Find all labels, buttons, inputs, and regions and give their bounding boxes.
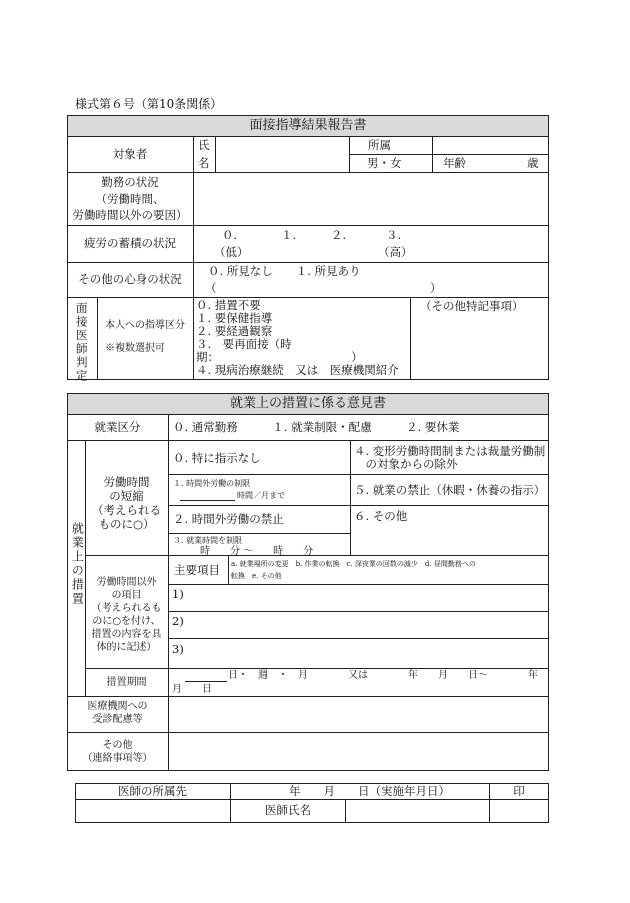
period-blank[interactable] xyxy=(185,681,227,682)
doctor-affiliation-label: 医師の所属先 xyxy=(118,784,187,798)
other-items-label-2: の項目 xyxy=(111,590,142,601)
date-label[interactable]: 年 月 日（実施年月日） xyxy=(289,784,450,798)
category-label: 就業区分 xyxy=(94,420,141,434)
report-title: 面接指導結果報告書 xyxy=(249,118,367,133)
affiliation-label: 所属 xyxy=(368,138,391,152)
other-items-label-3: （考えられるも xyxy=(91,603,162,614)
reduction-label-2: の短縮 xyxy=(109,489,144,503)
guidance-item-4[interactable]: ４. 現病治療継続 又は 医療機関紹介 xyxy=(196,363,399,377)
guidance-item-2[interactable]: ２. 要経過観察 xyxy=(196,324,273,338)
subject-label: 対象者 xyxy=(112,147,148,161)
option-2[interactable]: ２. 時間外労働の禁止 xyxy=(173,512,284,526)
affiliation-field[interactable] xyxy=(434,138,547,153)
main-items-desc-2: 転換 e. その他 xyxy=(231,572,282,580)
option-1-unit: 時間／月まで xyxy=(237,491,285,500)
name-field[interactable] xyxy=(218,140,346,168)
name-label-bottom: 名 xyxy=(198,156,210,170)
paren-open: （ xyxy=(205,281,217,295)
guidance-item-1[interactable]: １. 要保健指導 xyxy=(196,311,273,325)
other-notes-label-1: その他 xyxy=(102,740,133,751)
guidance-item-3-period[interactable]: 期： ） xyxy=(196,350,363,364)
option-5[interactable]: ５. 就業の禁止（休暇・休養の指示） xyxy=(354,483,546,497)
reduction-label-3: （考えられる xyxy=(92,503,161,517)
other-items-label-6: 体的に記述） xyxy=(96,642,157,653)
other-notes-label-2: （連絡事項等） xyxy=(82,753,153,764)
option-4-line-1[interactable]: ４. 変形労働時間制または裁量労働制 xyxy=(354,444,546,458)
period-text-2[interactable]: 月 日 xyxy=(172,684,212,695)
medical-field[interactable] xyxy=(171,699,546,729)
doctor-name-field[interactable] xyxy=(347,801,487,821)
other-notes-field[interactable] xyxy=(171,735,546,768)
doctor-name-label: 医師氏名 xyxy=(265,803,311,817)
fatigue-level-2[interactable]: ２. xyxy=(331,228,347,242)
age-label: 年齢 xyxy=(443,156,466,170)
doctor-affiliation-field[interactable] xyxy=(77,801,228,821)
main-items-label: 主要項目 xyxy=(174,563,220,577)
paren-close: ） xyxy=(430,281,442,295)
work-status-line-3: 労働時間以外の要因） xyxy=(72,208,188,222)
option-3-range[interactable]: 時 分 ～ 時 分 xyxy=(200,546,314,557)
guidance-item-3[interactable]: ３. 要再面接（時 xyxy=(196,337,292,351)
fatigue-level-3[interactable]: ３. xyxy=(386,228,402,242)
main-items-desc-1: a. 就業場所の変更 b. 作業の転換 c. 深夜業の回数の減少 d. 昼間勤務への xyxy=(231,560,476,568)
option-0[interactable]: ０. 特に指示なし xyxy=(173,451,261,465)
item-row-1[interactable]: 1) xyxy=(172,587,184,601)
option-6[interactable]: ６. その他 xyxy=(354,509,408,523)
form-id: 様式第６号（第10条関係） xyxy=(75,97,223,111)
gender-options[interactable]: 男・女 xyxy=(367,156,402,170)
fatigue-level-1[interactable]: １. xyxy=(281,228,297,242)
period-label: 措置期間 xyxy=(106,677,147,688)
seal-label: 印 xyxy=(513,784,525,798)
item-row-3[interactable]: 3) xyxy=(172,642,184,656)
other-items-label-1: 労働時間以外 xyxy=(96,577,157,588)
medical-label-2: 受診配慮等 xyxy=(92,714,143,725)
other-condition-label: その他の心身の状況 xyxy=(78,272,182,286)
other-items-label-4: のに○を付け、 xyxy=(92,616,161,627)
judgment-label: 面接医師判定 xyxy=(74,302,89,383)
age-unit: 歳 xyxy=(527,156,539,170)
fatigue-high-label: （高） xyxy=(378,245,413,259)
reduction-label-1: 労働時間 xyxy=(103,475,150,489)
option-1-blank[interactable] xyxy=(180,500,235,501)
measures-label: 就業上の措置 xyxy=(70,522,85,606)
item-row-2[interactable]: 2) xyxy=(172,614,184,628)
option-4-line-2[interactable]: の対象からの除外 xyxy=(354,457,458,471)
guidance-item-0[interactable]: ０. 措置不要 xyxy=(196,298,261,312)
work-status-field[interactable] xyxy=(196,175,546,222)
fatigue-level-0[interactable]: ０. xyxy=(222,228,238,242)
special-notes-label: （その他特記事項） xyxy=(420,299,524,313)
category-options[interactable]: ０. 通常勤務 １. 就業制限・配慮 ２. 要休業 xyxy=(173,420,460,434)
name-label-top: 氏 xyxy=(198,138,210,152)
reduction-label-4: ものに○） xyxy=(98,517,155,531)
other-items-label-5: 措置の内容を具 xyxy=(91,629,162,640)
medical-label-1: 医療機関への xyxy=(87,701,148,712)
option-3-title[interactable]: ３. 就業時間を制限 xyxy=(173,536,243,545)
opinion-title: 就業上の措置に係る意見書 xyxy=(229,396,386,411)
work-status-line-2: （労働時間、 xyxy=(95,192,165,206)
multi-select-note: ※複数選択可 xyxy=(105,343,165,354)
period-text[interactable]: 日・ 週 ・ 月 又は 年 月 日～ 年 xyxy=(228,670,538,681)
guidance-label: 本人への指導区分 xyxy=(105,320,185,331)
work-status-line-1: 勤務の状況 xyxy=(101,175,159,189)
other-condition-options[interactable]: ０. 所見なし １. 所見あり xyxy=(208,264,361,278)
fatigue-label: 疲労の蓄積の状況 xyxy=(84,236,176,250)
fatigue-low-label: （低） xyxy=(214,245,249,259)
option-1-title[interactable]: １. 時間外労働の制限 xyxy=(173,479,251,488)
